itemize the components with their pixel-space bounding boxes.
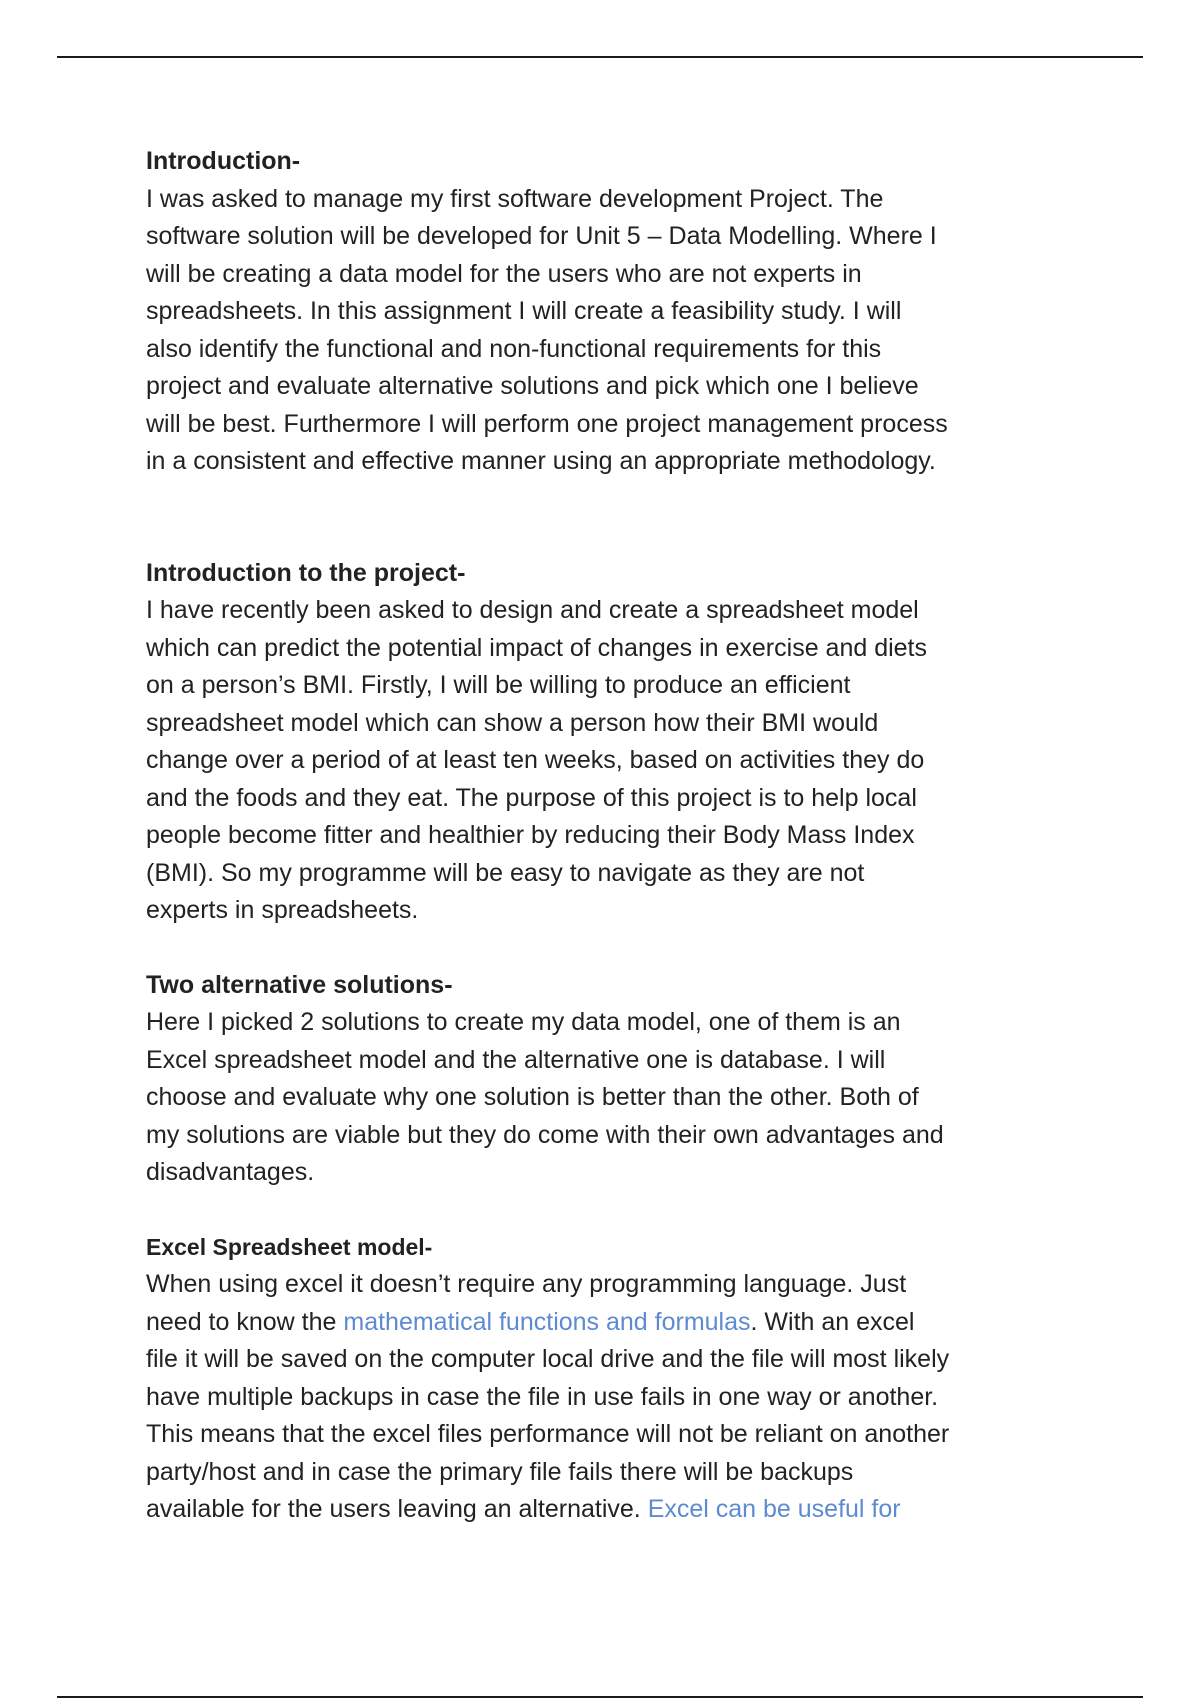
spacer xyxy=(146,930,1066,967)
section-paragraph xyxy=(146,592,1066,930)
text-line: which can predict the potential impact of changes in exercise and diets xyxy=(146,633,928,662)
top-rule xyxy=(57,56,1143,58)
text-line: Here I picked 2 solutions to create my data model, one of them is an xyxy=(146,1008,901,1036)
text-fragment: need to know the xyxy=(146,1307,344,1336)
section-excel-model xyxy=(146,1229,1066,1529)
text-line: spreadsheet model which can show a person how their BMI would xyxy=(146,708,879,737)
text-line: Excel spreadsheet model and the alternative one is database. I will xyxy=(146,1045,886,1074)
section-introduction xyxy=(146,143,1066,481)
section-heading: Two alternative solutions- xyxy=(146,970,453,999)
section-project-intro xyxy=(146,555,1066,930)
functions-formulas-link[interactable]: mathematical functions and formulas xyxy=(343,1307,751,1336)
section-paragraph xyxy=(146,1004,1066,1192)
section-paragraph xyxy=(146,181,1066,481)
text-line: change over a period of at least ten weeks, based on activities they do xyxy=(146,746,925,774)
text-line: disadvantages. xyxy=(146,1158,315,1186)
section-alternative-solutions xyxy=(146,967,1066,1192)
spacer xyxy=(146,1192,1066,1229)
text-line: people become fitter and healthier by reducing their Body Mass Index xyxy=(146,821,915,849)
text-line: choose and evaluate why one solution is better than the other. Both of xyxy=(146,1083,919,1111)
text-line xyxy=(146,1304,1066,1342)
text-line: spreadsheets. In this assignment I will create a feasibility study. I will xyxy=(146,297,902,325)
bottom-rule xyxy=(57,1696,1143,1698)
text-line: have multiple backups in case the file in use fails in one way or another. xyxy=(146,1382,939,1411)
text-line: I was asked to manage my first software development Project. The xyxy=(146,184,884,213)
text-line: I have recently been asked to design and create a spreadsheet model xyxy=(146,596,919,624)
section-heading: Introduction to the project- xyxy=(146,558,466,587)
text-line: file it will be saved on the computer local drive and the file will most likely xyxy=(146,1345,950,1373)
text-line: software solution will be developed for Unit 5 – Data Modelling. Where I xyxy=(146,222,937,250)
text-line: project and evaluate alternative solutions and pick which one I believe xyxy=(146,372,919,400)
section-paragraph xyxy=(146,1266,1066,1529)
text-line: my solutions are viable but they do come with their own advantages and xyxy=(146,1120,944,1149)
text-line: will be best. Furthermore I will perform one project management process xyxy=(146,409,948,438)
text-line: will be creating a data model for the users who are not experts in xyxy=(146,259,862,288)
text-fragment: . With an excel xyxy=(750,1307,915,1336)
document-body xyxy=(146,143,1066,1529)
text-line xyxy=(146,1491,1066,1529)
section-heading: Excel Spreadsheet model- xyxy=(146,1233,433,1260)
text-line: on a person’s BMI. Firstly, I will be willing to produce an efficient xyxy=(146,671,851,699)
text-line: and the foods and they eat. The purpose of this project is to help local xyxy=(146,783,917,812)
section-heading: Introduction- xyxy=(146,147,301,175)
text-line: also identify the functional and non-functional requirements for this xyxy=(146,334,882,363)
excel-useful-link[interactable]: Excel can be useful for xyxy=(647,1495,901,1523)
spacer xyxy=(146,481,1066,555)
text-line: (BMI). So my programme will be easy to navigate as they are not xyxy=(146,858,865,887)
text-line: experts in spreadsheets. xyxy=(146,896,419,924)
text-line: in a consistent and effective manner using an appropriate methodology. xyxy=(146,447,936,475)
text-fragment: available for the users leaving an alternative. xyxy=(146,1495,648,1523)
text-line: When using excel it doesn’t require any programming language. Just xyxy=(146,1270,907,1298)
text-line: party/host and in case the primary file fails there will be backups xyxy=(146,1457,854,1486)
text-line: This means that the excel files performance will not be reliant on another xyxy=(146,1420,950,1448)
